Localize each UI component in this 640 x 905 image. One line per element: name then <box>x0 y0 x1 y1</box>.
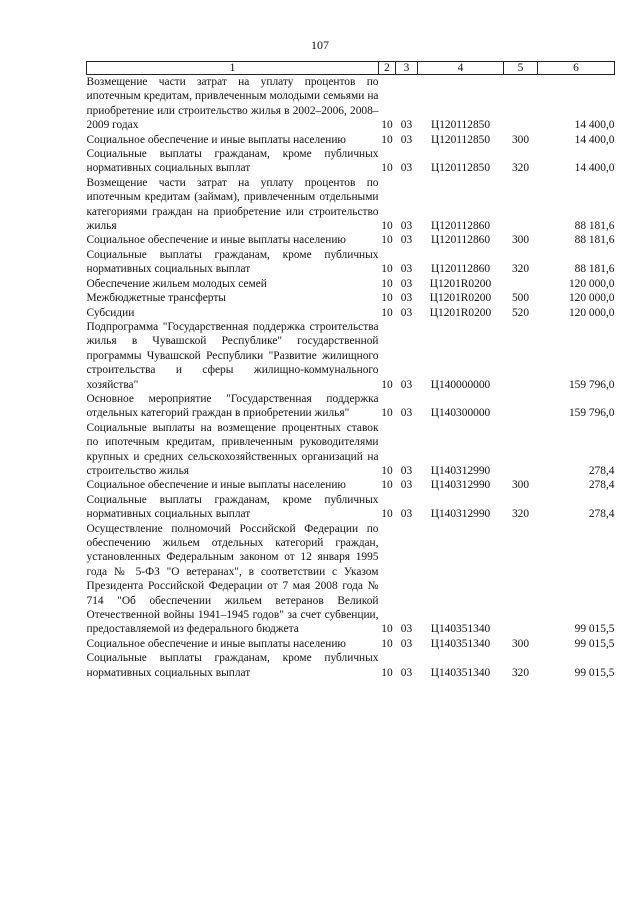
cell-vr: 300 <box>511 234 530 247</box>
cell-name: Осуществление полномочий Российской Федерации по обеспечению жильем отдельных категорий граждан, установленных Федеральным законом от 12 января 1995 года № 5-ФЗ "О ветеранах", в соответствии с Указом Президента Российской Федерации от 7 мая 2008 года № 714 "Об обеспечении жильем ветеранов Великой Отечественной войны 1941–1945 годов" за счет субвенции, предоставляемой из федерального бюджета <box>86 522 379 636</box>
cell-pr: 03 <box>400 378 413 391</box>
cell-csr: Ц140312990 <box>430 464 491 477</box>
cell-rz: 10 <box>381 133 393 146</box>
cell-vr <box>504 277 538 291</box>
cell-rz: 10 <box>381 306 393 319</box>
cell-name: Возмещение части затрат на уплату процентов по ипотечным кредитам, привлеченным молодыми семьями на приобретение или строительство жилья в 2002–2006, 2008–2009 годах <box>86 76 379 132</box>
cell-name: Социальное обеспечение и иные выплаты населению <box>86 637 346 650</box>
cell-vr: 300 <box>511 133 530 146</box>
cell-pr: 03 <box>400 666 413 679</box>
cell-name: Социальное обеспечение и иные выплаты населению <box>86 133 346 146</box>
cell-vr: 500 <box>511 292 530 305</box>
page-number: 107 <box>311 38 329 52</box>
cell-name: Возмещение части затрат на уплату процентов по ипотечным кредитам (займам), привлеченным отдельными категориями граждан на приобретение или строительство жилья <box>86 176 379 233</box>
cell-vr: 300 <box>511 479 530 492</box>
cell-pr: 03 <box>400 162 413 175</box>
table-row <box>87 320 615 392</box>
cell-csr: Ц140312990 <box>430 508 491 521</box>
cell-rz: 10 <box>381 623 393 636</box>
table-row <box>87 306 615 320</box>
cell-vr: 300 <box>511 637 530 650</box>
cell-vr <box>504 522 538 637</box>
cell-vr: 520 <box>511 306 530 319</box>
table-row <box>87 493 615 522</box>
table-row <box>87 651 615 680</box>
table-row <box>87 637 615 651</box>
cell-rz: 10 <box>381 407 393 420</box>
header-cell: 2 <box>379 62 396 75</box>
table-row <box>87 421 615 479</box>
cell-vr: 320 <box>511 666 530 679</box>
cell-csr: Ц140300000 <box>430 407 491 420</box>
cell-name: Социальные выплаты гражданам, кроме публичных нормативных социальных выплат <box>86 248 379 276</box>
cell-pr: 03 <box>400 306 413 319</box>
cell-name: Социальное обеспечение и иные выплаты населению <box>86 234 346 247</box>
cell-pr: 03 <box>400 119 413 132</box>
cell-vr <box>504 75 538 133</box>
cell-vr: 320 <box>511 263 530 276</box>
cell-vr <box>504 421 538 479</box>
cell-name: Социальные выплаты гражданам, кроме публичных нормативных социальных выплат <box>86 652 379 679</box>
cell-pr: 03 <box>400 623 413 636</box>
cell-amount: 159 796,0 <box>568 407 615 420</box>
cell-csr: Ц120112860 <box>430 234 491 247</box>
table-row <box>87 133 615 147</box>
table-row <box>87 291 615 305</box>
table-row <box>87 248 615 277</box>
cell-amount: 14 400,0 <box>574 133 615 146</box>
cell-rz: 10 <box>381 277 393 290</box>
cell-rz: 10 <box>381 292 393 305</box>
cell-pr: 03 <box>400 479 413 492</box>
table-row <box>87 277 615 291</box>
table-row <box>87 176 615 234</box>
cell-rz: 10 <box>381 220 393 233</box>
cell-csr: Ц120112860 <box>430 220 491 233</box>
cell-amount: 99 015,5 <box>574 637 615 650</box>
cell-pr: 03 <box>400 277 413 290</box>
cell-csr: Ц140351340 <box>430 666 491 679</box>
cell-csr: Ц140000000 <box>430 378 491 391</box>
cell-amount: 99 015,5 <box>574 623 615 636</box>
cell-vr: 320 <box>511 162 530 175</box>
cell-rz: 10 <box>381 508 393 521</box>
cell-pr: 03 <box>400 263 413 276</box>
cell-rz: 10 <box>381 637 393 650</box>
cell-amount: 120 000,0 <box>568 292 615 305</box>
cell-name: Социальные выплаты на возмещение процентных ставок по ипотечным кредитам, привлеченным руководителями крупных и средних сельскохозяйственных организаций на строительство жилья <box>86 421 379 477</box>
cell-csr: Ц120112850 <box>430 133 491 146</box>
cell-rz: 10 <box>381 162 393 175</box>
table-row <box>87 75 615 133</box>
table-row <box>87 392 615 421</box>
cell-amount: 88 181,6 <box>574 220 615 233</box>
cell-name: Социальное обеспечение и иные выплаты населению <box>86 479 346 492</box>
cell-csr: Ц1201R0200 <box>429 306 492 319</box>
header-cell: 5 <box>504 62 538 75</box>
header-cell: 6 <box>538 62 615 75</box>
cell-rz: 10 <box>381 378 393 391</box>
cell-rz: 10 <box>381 263 393 276</box>
cell-amount: 278,4 <box>588 479 615 492</box>
cell-name: Основное мероприятие "Государственная поддержка отдельных категорий граждан в приобретении жилья" <box>86 392 379 420</box>
cell-csr: Ц120112850 <box>430 162 491 175</box>
table-header-row <box>87 62 615 75</box>
table-row <box>87 478 615 492</box>
header-cell: 1 <box>87 62 379 75</box>
cell-name: Межбюджетные трансферты <box>86 292 226 305</box>
cell-vr: 320 <box>511 508 530 521</box>
cell-rz: 10 <box>381 479 393 492</box>
cell-name: Подпрограмма "Государственная поддержка строительства жилья в Чувашской Республике" государственной программы Чувашской Республики "Развитие жилищного строительства и сферы жилищно-коммунального хозяйства" <box>86 320 379 391</box>
table-row <box>87 233 615 247</box>
cell-pr: 03 <box>400 407 413 420</box>
cell-csr: Ц140351340 <box>430 637 491 650</box>
cell-csr: Ц120112860 <box>430 263 491 276</box>
cell-pr: 03 <box>400 220 413 233</box>
cell-vr <box>504 320 538 392</box>
cell-rz: 10 <box>381 119 393 132</box>
cell-amount: 88 181,6 <box>574 234 615 247</box>
cell-vr <box>504 176 538 234</box>
cell-amount: 120 000,0 <box>568 277 615 290</box>
cell-rz: 10 <box>381 464 393 477</box>
cell-amount: 14 400,0 <box>574 162 615 175</box>
cell-csr: Ц1201R0200 <box>429 292 492 305</box>
header-cell: 3 <box>396 62 418 75</box>
cell-amount: 278,4 <box>588 508 615 521</box>
cell-amount: 14 400,0 <box>574 119 615 132</box>
table-row <box>87 522 615 637</box>
cell-pr: 03 <box>400 133 413 146</box>
budget-table <box>86 61 615 680</box>
table-row <box>87 147 615 176</box>
cell-rz: 10 <box>381 666 393 679</box>
cell-pr: 03 <box>400 234 413 247</box>
cell-amount: 99 015,5 <box>574 666 615 679</box>
cell-amount: 278,4 <box>588 464 615 477</box>
cell-csr: Ц140351340 <box>430 623 491 636</box>
cell-csr: Ц120112850 <box>430 119 491 132</box>
cell-pr: 03 <box>400 292 413 305</box>
cell-name: Субсидии <box>86 306 135 319</box>
cell-pr: 03 <box>400 637 413 650</box>
cell-name: Социальные выплаты гражданам, кроме публичных нормативных социальных выплат <box>86 148 379 175</box>
cell-amount: 120 000,0 <box>568 306 615 319</box>
cell-amount: 159 796,0 <box>568 378 615 391</box>
cell-csr: Ц140312990 <box>430 479 491 492</box>
cell-name: Обеспечение жильем молодых семей <box>86 277 267 290</box>
cell-csr: Ц1201R0200 <box>429 277 492 290</box>
cell-name: Социальные выплаты гражданам, кроме публичных нормативных социальных выплат <box>86 493 379 521</box>
cell-pr: 03 <box>400 464 413 477</box>
cell-pr: 03 <box>400 508 413 521</box>
cell-rz: 10 <box>381 234 393 247</box>
header-cell: 4 <box>418 62 504 75</box>
cell-vr <box>504 392 538 421</box>
cell-amount: 88 181,6 <box>574 263 615 276</box>
